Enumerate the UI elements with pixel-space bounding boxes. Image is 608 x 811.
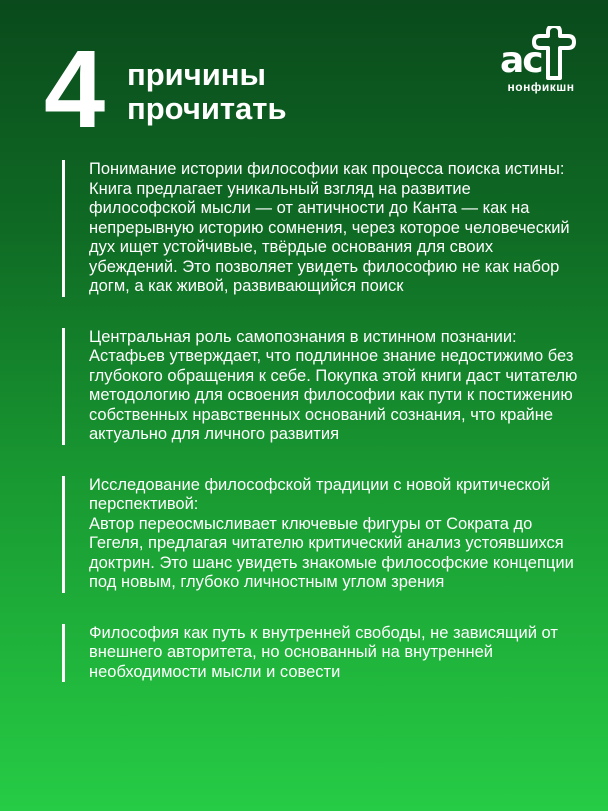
page-title: [127, 58, 287, 126]
header: [0, 0, 608, 150]
reason-body: Астафьев утверждает, что подлинное знание недостижимо без глубокого обращения к себе. Покупка этой книги даст читателю методологию для освоения философии как пути к постижению собственных нравственных оснований сознания, что крайне актуально для личного развития: [89, 347, 578, 443]
reasons-list: [62, 160, 582, 713]
reason-item: [62, 160, 582, 297]
reason-item: [62, 624, 582, 683]
reason-heading: Понимание истории философии как процесса поиска истины:: [89, 160, 565, 178]
reason-body: Автор переосмысливает ключевые фигуры от Сократа до Гегеля, предлагая читателю критический анализ устоявшихся доктрин. Это шанс увидеть знакомые философские концепции под новым, глубоко личностным углом зрения: [89, 514, 574, 591]
reason-heading: Философия как путь к внутренней свободы, не зависящий от внешнего авторитета, но основанный на внутренней необходимости мысли и совести: [89, 623, 558, 681]
ast-nonfiction-logo: [496, 26, 586, 102]
reason-item: [62, 328, 582, 445]
reason-heading: Исследование философской традиции с новой критической перспективой:: [89, 475, 551, 513]
reason-body: Книга предлагает уникальный взгляд на развитие философской мысли — от античности до Канта — как на непрерывную историю сомнения, через которое человеческий дух ищет устойчивые, твёрдые основания для своих убеждений. Это позволяет увидеть философию не как набор догм, а как живой, развивающийся поиск: [89, 179, 570, 295]
ast-logo-icon: [496, 26, 586, 82]
title-line-2: прочитать: [127, 91, 287, 126]
reason-heading: Центральная роль самопознания в истинном познании:: [89, 327, 517, 346]
title-line-1: причины: [127, 57, 266, 92]
reasons-count: 4: [44, 28, 104, 151]
logo-subtitle: нонфикшн: [507, 80, 575, 94]
svg-text:ac: ac: [500, 40, 542, 81]
reason-item: [62, 476, 582, 593]
